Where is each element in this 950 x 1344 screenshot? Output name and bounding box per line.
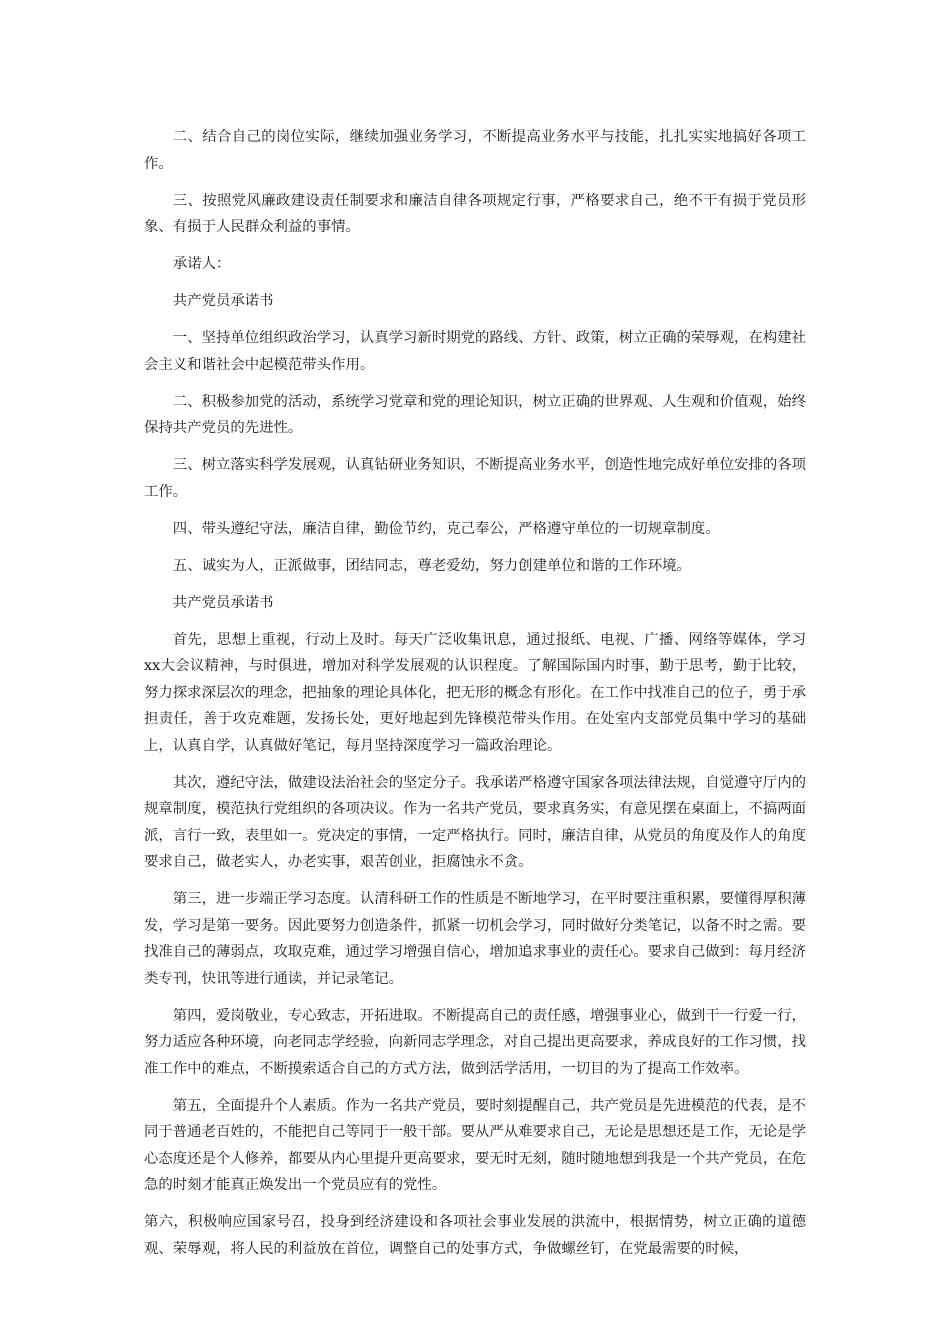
paragraph-pledge-item-5: 五、诚实为人，正派做事，团结同志，尊老爱幼，努力创建单位和谐的工作环境。 <box>172 557 691 574</box>
paragraph-pledge-item-3: 三、树立落实科学发展观，认真钻研业务知识，不断提高业务水平，创造性地完成好单位安排的各项工作。 <box>144 457 806 500</box>
promiser-label: 承诺人： <box>172 256 231 272</box>
paragraph-second: 其次，遵纪守法，做建设法治社会的坚定分子。我承诺严格遵守国家各项法律法规，自觉遵守厅内的规章制度，模范执行党组织的各项决议。作为一名共产党员，要求真务实，有意见摆在桌面上，不搞两面派，言行一致，表里如一。党决定的事情，一定严格执行。同时，廉洁自律，从党员的角度及作人的角度要求自己，做老实人，办老实事，艰苦创业，拒腐蚀永不贪。 <box>144 774 806 870</box>
paragraph-sixth: 第六，积极响应国家号召，投身到经济建设和各项社会事业发展的洪流中，根据情势，树立正确的道德观、荣辱观，将人民的利益放在首位，调整自己的处事方式，争做螺丝钉，在党最需要的时候， <box>144 1214 806 1257</box>
paragraph-first: 首先，思想上重视，行动上及时。每天广泛收集讯息，通过报纸、电视、广播、网络等媒体，学习xx大会议精神，与时俱进，增加对科学发展观的认识程度。了解国际国内时事，勤于思考，勤于比较，努力探求深层次的理念，把抽象的理论具体化，把无形的概念有形化。在工作中找准自己的位子，勇于承担责任，善于攻克难题，发扬长处，更好地起到先锋模范带头作用。在处室内支部党员集中学习的基础上，认真自学，认真做好笔记，每月坚持深度学习一篇政治理论。 <box>144 631 806 754</box>
paragraph-pledge-item-4: 四、带头遵纪守法，廉洁自律，勤俭节约，克己奉公，严格遵守单位的一切规章制度。 <box>172 520 720 537</box>
document-body <box>144 124 806 1273</box>
paragraph-pledge-item-1: 一、坚持单位组织政治学习，认真学习新时期党的路线、方针、政策，树立正确的荣辱观，在构建社会主义和谐社会中起模范带头作用。 <box>144 330 806 373</box>
paragraph-pledge-item-2: 二、积极参加党的活动，系统学习党章和党的理论知识，树立正确的世界观、人生观和价值观，始终保持共产党员的先进性。 <box>144 393 806 436</box>
paragraph-fifth: 第五，全面提升个人素质。作为一名共产党员，要时刻提醒自己，共产党员是先进模范的代表，是不同于普通老百姓的，不能把自己等同于一般干部。要从严从难要求自己，无论是思想还是工作，无论是学心态度还是个人修养，都要从内心里提升更高要求，要无时无刻，随时随地想到我是一个共产党员，在危急的时刻才能真正焕发出一个党员应有的党性。 <box>144 1097 806 1193</box>
paragraph-third: 第三，进一步端正学习态度。认清科研工作的性质是不断地学习，在平时要注重积累，要懂得厚积薄发，学习是第一要务。因此要努力创造条件，抓紧一切机会学习，同时做好分类笔记，以备不时之需。要找准自己的薄弱点，攻取克难，通过学习增强自信心，增加追求事业的责任心。要求自己做到：每月经济类专刊，快讯等进行通读，并记录笔记。 <box>144 891 806 987</box>
paragraph-study-business: 二、结合自己的岗位实际，继续加强业务学习，不断提高业务水平与技能，扎扎实实地搞好各项工作。 <box>144 129 806 172</box>
paragraph-clean-government: 三、按照党风廉政建设责任制要求和廉洁自律各项规定行事，严格要求自己，绝不干有损于党员形象、有损于人民群众利益的事情。 <box>144 192 806 235</box>
paragraph-fourth: 第四，爱岗敬业，专心致志，开拓进取。不断提高自己的责任感，增强事业心，做到干一行爱一行，努力适应各种环境，向老同志学经验，向新同志学理念，对自己提出更高要求，养成良好的工作习惯，找准工作中的难点，不断摸索适合自己的方式方法，做到活学活用，一切目的为了提高工作效率。 <box>144 1007 806 1077</box>
section-title-pledge-1: 共产党员承诺书 <box>172 293 274 309</box>
section-title-pledge-2: 共产党员承诺书 <box>172 594 274 611</box>
